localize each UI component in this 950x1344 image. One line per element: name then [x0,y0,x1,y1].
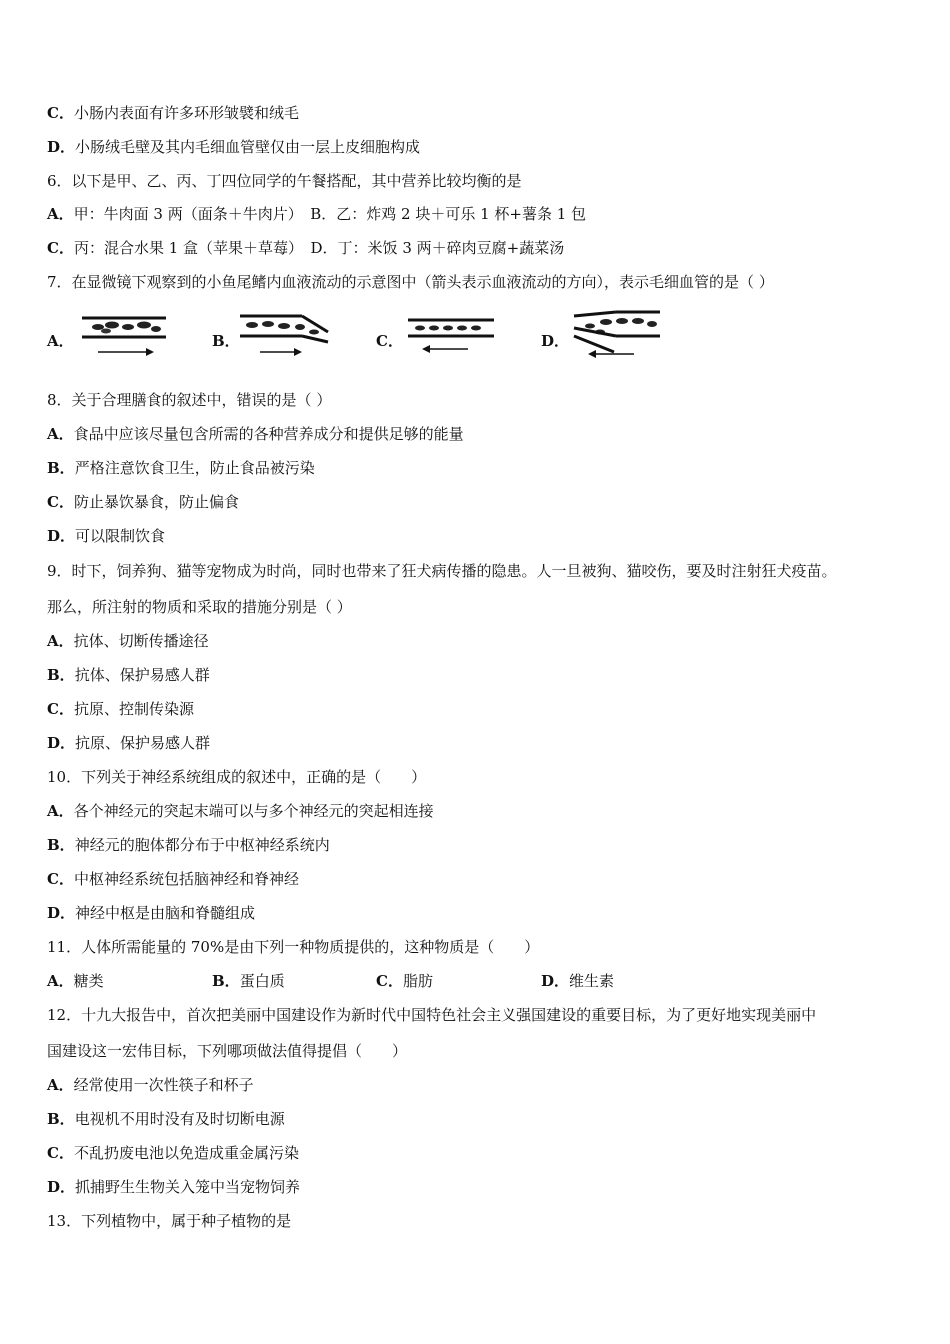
q11-option-d: D．维生素 [541,972,615,990]
q6-options-ab: A．甲：牛肉面 3 两（面条＋牛肉片） B．乙：炸鸡 2 块＋可乐 1 杯+薯条 1 包 [47,205,587,223]
question-7: 7．在显微镜下观察到的小鱼尾鳍内血液流动的示意图中（箭头表示血液流动的方向），表示毛细血管的是（ ） [47,273,774,291]
q7-label-a: A． [47,332,74,350]
q12-option-b: B．电视机不用时没有及时切断电源 [47,1110,285,1128]
q12-option-d: D．抓捕野生生物关入笼中当宠物饲养 [47,1178,301,1196]
option-d-q5: D．小肠绒毛壁及其内毛细血管壁仅由一层上皮细胞构成 [47,138,421,156]
q7-figure-a [78,310,170,362]
question-13: 13．下列植物中，属于种子植物的是 [47,1212,292,1230]
q7-label-b: B． [212,332,240,350]
q7-figure-c [406,314,498,358]
q11-option-a: A．糖类 [47,972,104,990]
q10-option-a: A．各个神经元的突起末端可以与多个神经元的突起相连接 [47,802,434,820]
question-11: 11．人体所需能量的 70%是由下列一种物质提供的，这种物质是（ ） [47,938,540,956]
q9-option-d: D．抗原、保护易感人群 [47,734,211,752]
q9-option-a: A．抗体、切断传播途径 [47,632,209,650]
q12-option-a: A．经常使用一次性筷子和杯子 [47,1076,254,1094]
q10-option-b: B．神经元的胞体都分布于中枢神经系统内 [47,836,330,854]
q11-option-c: C．脂肪 [376,972,433,990]
q9-option-b: B．抗体、保护易感人群 [47,666,210,684]
q7-label-c: C． [376,332,403,350]
question-8: 8．关于合理膳食的叙述中，错误的是（ ） [47,391,332,409]
q10-option-d: D．神经中枢是由脑和脊髓组成 [47,904,256,922]
question-6: 6．以下是甲、乙、丙、丁四位同学的午餐搭配，其中营养比较均衡的是 [47,172,522,190]
q6-options-cd: C．丙：混合水果 1 盒（苹果＋草莓） D．丁：米饭 3 两＋碎肉豆腐+蔬菜汤 [47,239,565,257]
q8-option-a: A．食品中应该尽量包含所需的各种营养成分和提供足够的能量 [47,425,464,443]
option-c-q5: C．小肠内表面有许多环形皱襞和绒毛 [47,104,299,122]
question-9-line2: 那么，所注射的物质和采取的措施分别是（ ） [47,598,352,616]
question-12-line2: 国建设这一宏伟目标，下列哪项做法值得提倡（ ） [47,1042,408,1060]
q7-figure-d [570,306,665,364]
q7-figure-b [238,310,333,362]
question-10: 10．下列关于神经系统组成的叙述中，正确的是（ ） [47,768,427,786]
question-12-line1: 12．十九大报告中，首次把美丽中国建设作为新时代中国特色社会主义强国建设的重要目标，为了更好地实现美丽中 [47,1006,817,1024]
q10-option-c: C．中枢神经系统包括脑神经和脊神经 [47,870,299,888]
q8-option-b: B．严格注意饮食卫生，防止食品被污染 [47,459,315,477]
question-9-line1: 9．时下，饲养狗、猫等宠物成为时尚，同时也带来了狂犬病传播的隐患。人一旦被狗、猫咬伤，要及时注射狂犬疫苗。 [47,562,837,580]
q7-label-d: D． [541,332,570,350]
q8-option-c: C．防止暴饮暴食，防止偏食 [47,493,239,511]
q12-option-c: C．不乱扔废电池以免造成重金属污染 [47,1144,299,1162]
q8-option-d: D．可以限制饮食 [47,527,166,545]
q9-option-c: C．抗原、控制传染源 [47,700,194,718]
q11-option-b: B．蛋白质 [212,972,285,990]
